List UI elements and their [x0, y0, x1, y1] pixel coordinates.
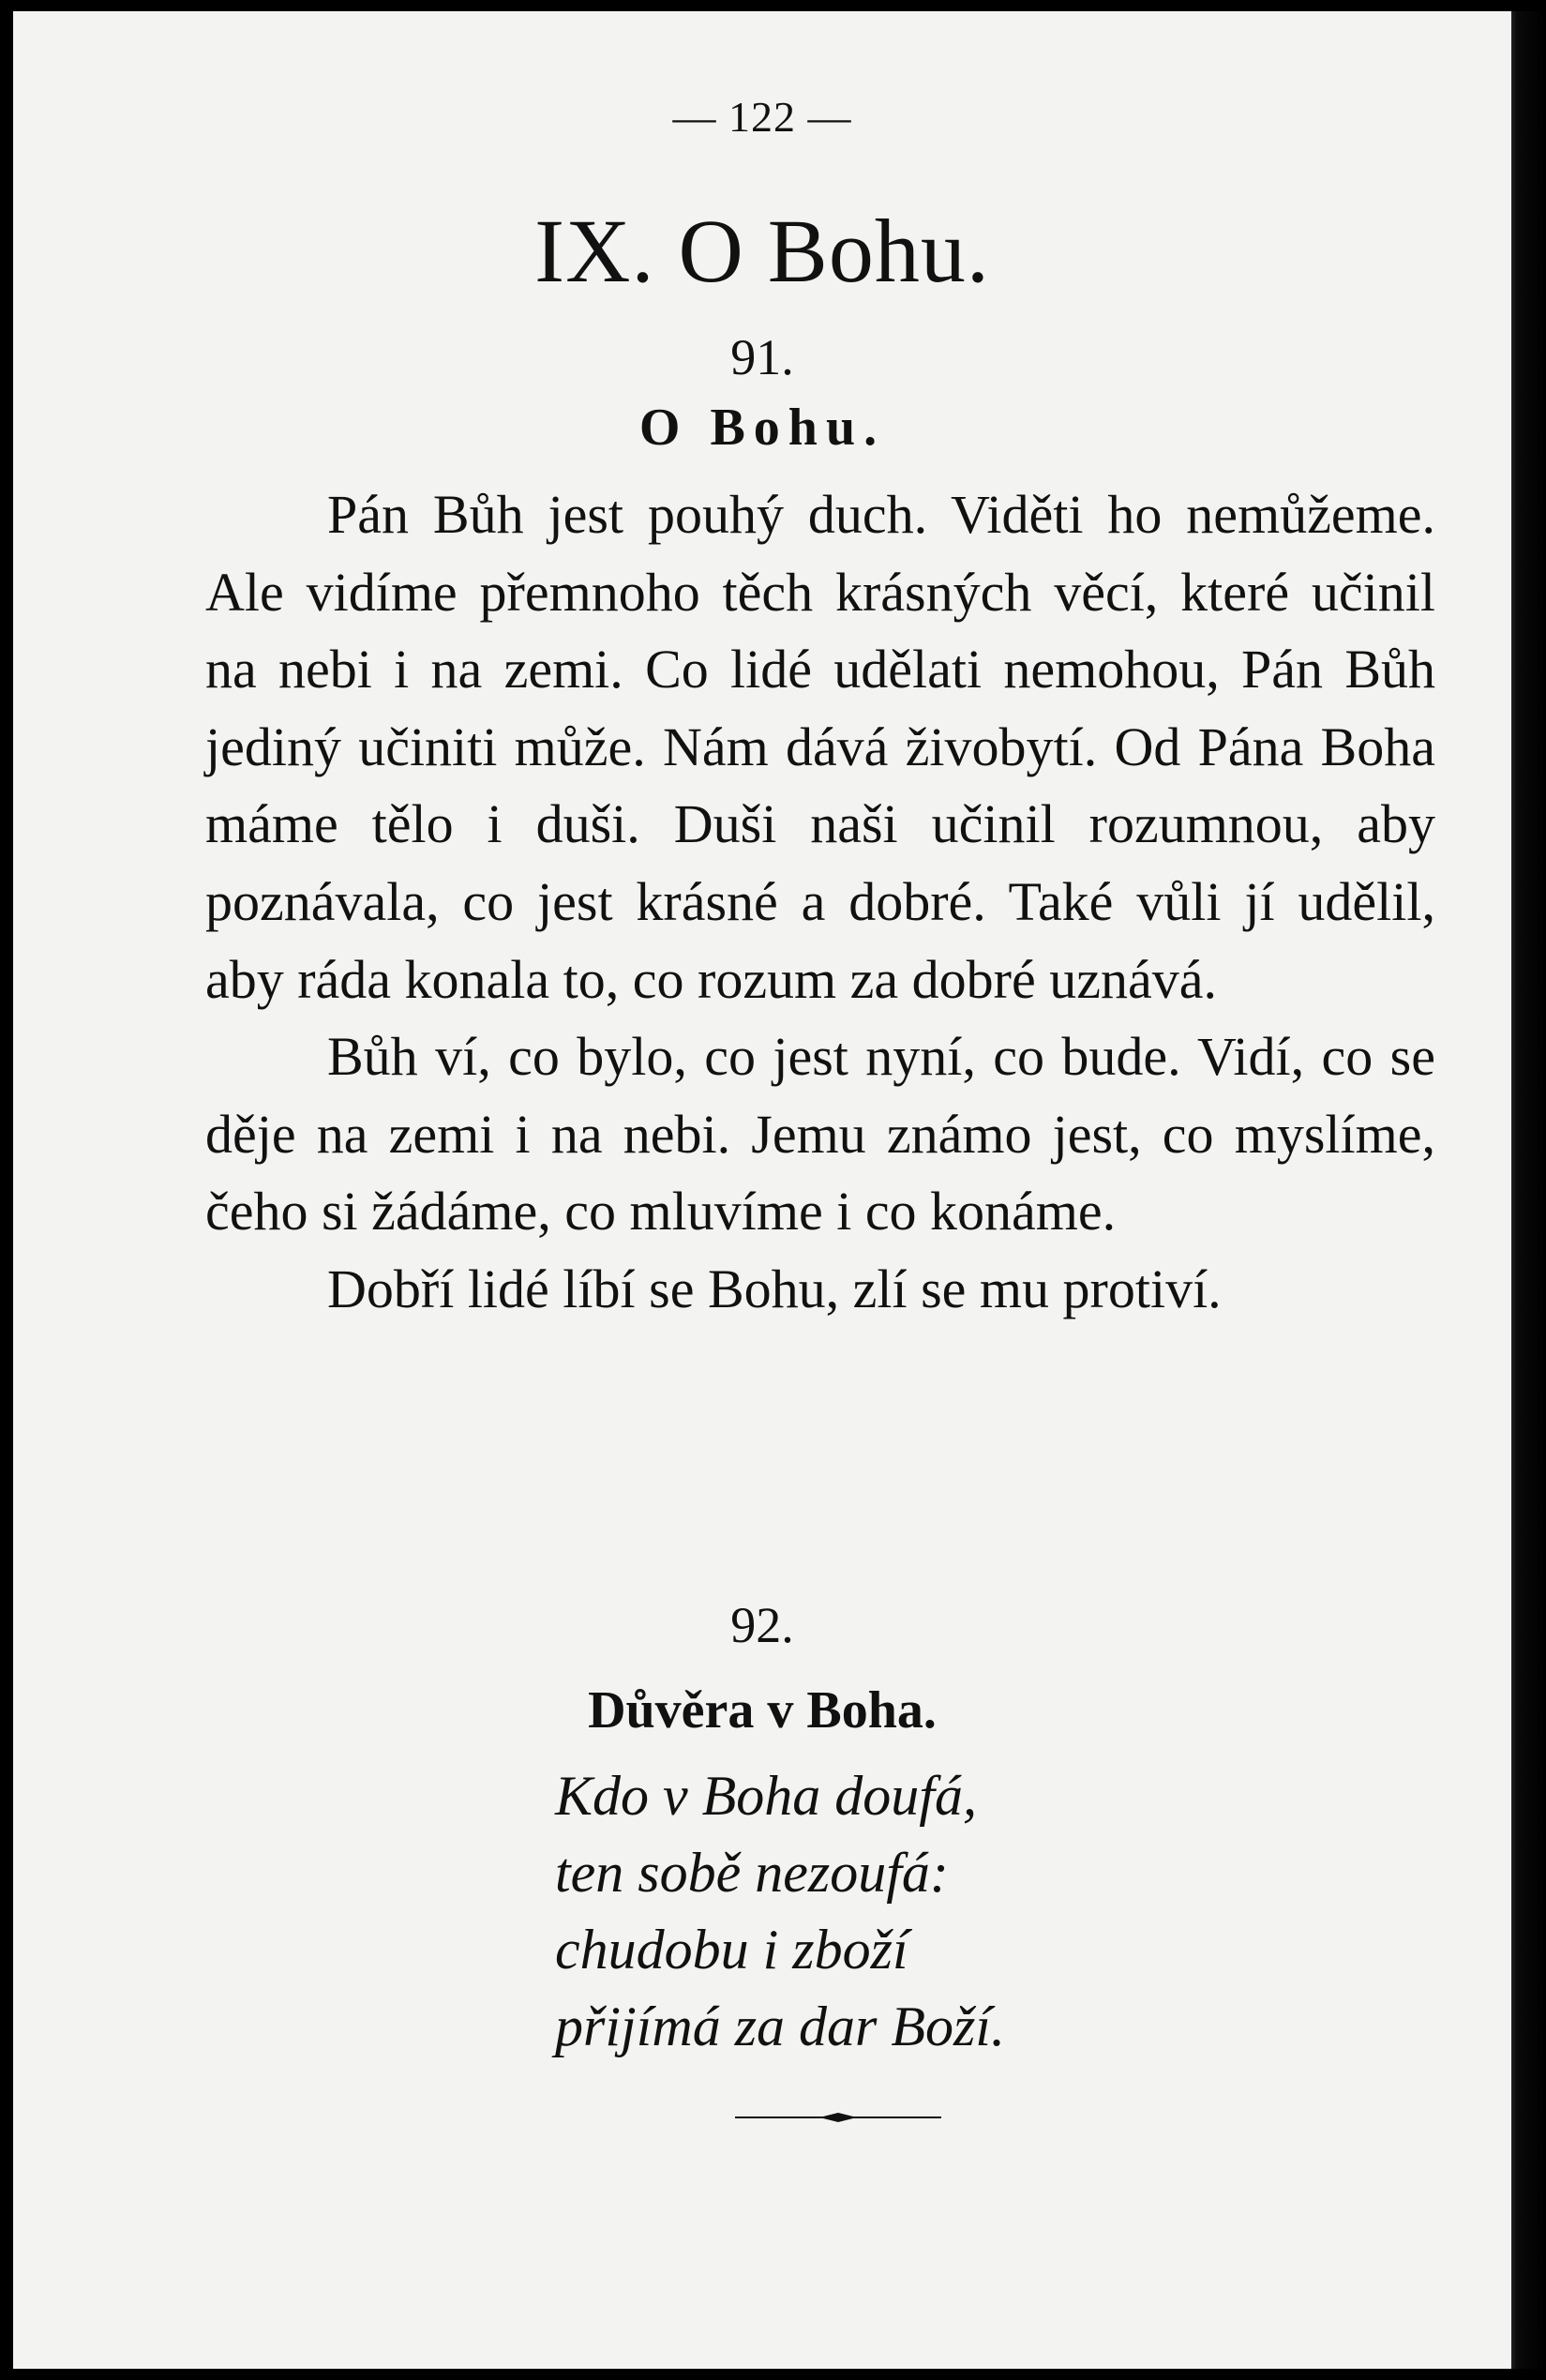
poem-line: chudobu i zboží: [555, 1919, 908, 1981]
ornament-divider-icon: [735, 2108, 941, 2127]
chapter-title: IX. O Bohu.: [534, 201, 990, 301]
paragraph: Dobří lidé líbí se Bohu, zlí se mu protiví.: [327, 1258, 1222, 1319]
poem: [555, 1757, 1005, 2065]
poem-line: přijímá za dar Boží.: [555, 1996, 1006, 2057]
section-title-91: O Bohu.: [638, 399, 886, 457]
paragraph: Bůh ví, co bylo, co jest nyní, co bude. Vidí, co se děje na zemi i na nebi. Jemu známo jest, co myslíme, čeho si žádáme, co mluvíme i co konáme.: [205, 1026, 1435, 1243]
paragraph: Pán Bůh jest pouhý duch. Viděti ho nemůžeme. Ale vidíme přemnoho těch krásných věcí, které učinil na nebi i na zemi. Co lidé udělati nemohou, Pán Bůh jediný učiniti může. Nám dává živobytí. Od Pána Boha máme tělo i duši. Duši naši učinil rozumnou, aby poznávala, co jest krásné a dobré. Také vůli jí udělil, aby ráda konala to, co rozum za dobré uznává.: [205, 484, 1435, 1010]
poem-line: Kdo v Boha doufá,: [555, 1765, 977, 1827]
section-number-92: 92.: [730, 1597, 794, 1653]
poem-line: ten sobě nezoufá:: [555, 1842, 949, 1904]
section-91-body: [205, 476, 1435, 1329]
section-title-92: Důvěra v Boha.: [588, 1681, 937, 1740]
page-edge: [1511, 11, 1546, 2369]
section-number-91: 91.: [730, 329, 794, 385]
book-page: [13, 11, 1512, 2369]
page-number: — 122 —: [672, 93, 852, 141]
